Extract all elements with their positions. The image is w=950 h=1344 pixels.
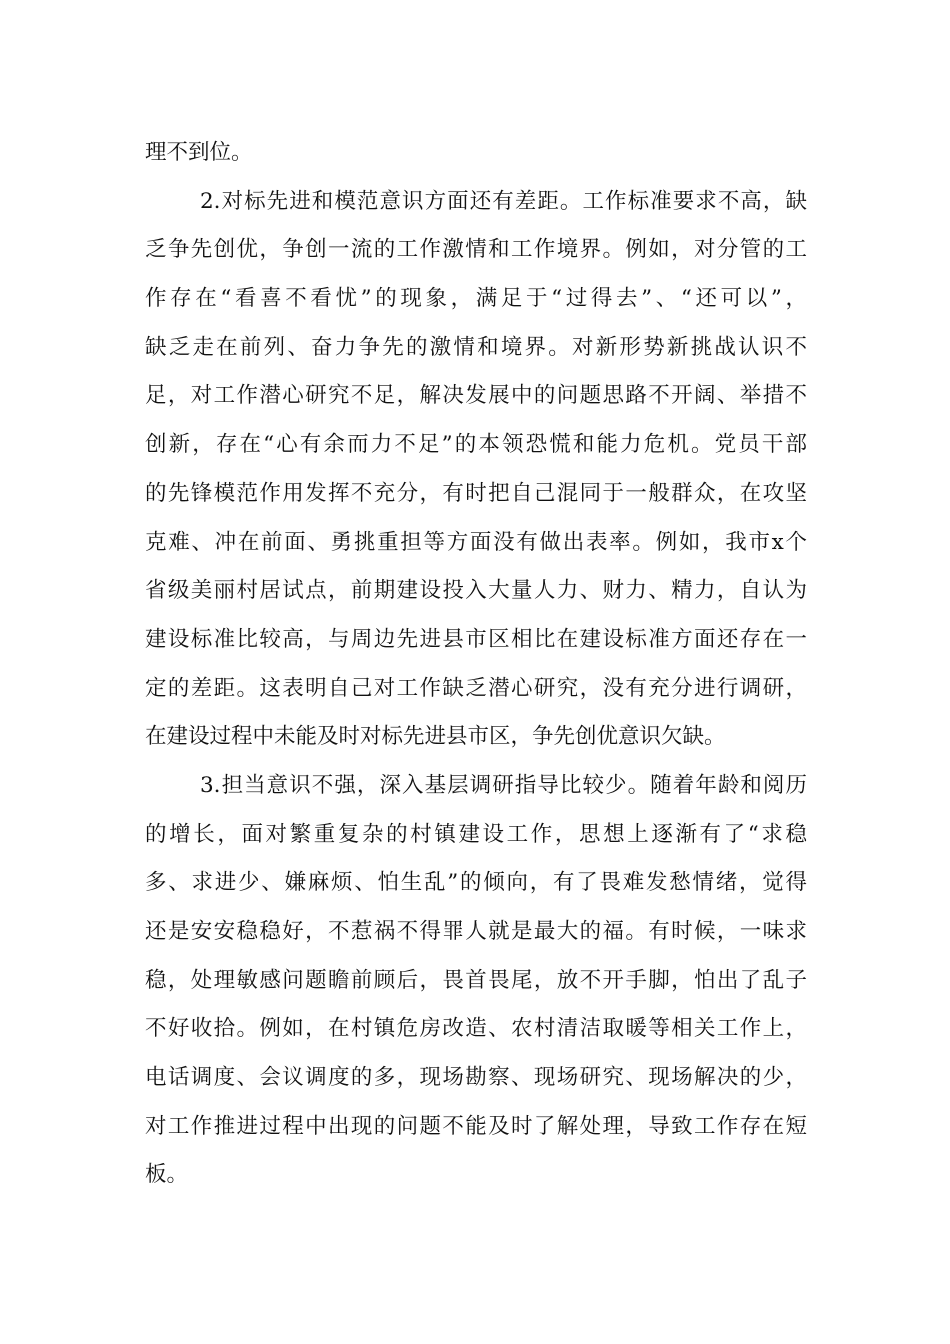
text-line: 3.担当意识不强，深入基层调研指导比较少。随着年龄和阅历 [200, 772, 807, 798]
text-line: 还是安安稳稳好，不惹祸不得罪人就是最大的福。有时候，一味求 [145, 919, 807, 944]
text-line: 稳，处理敏感问题瞻前顾后，畏首畏尾，放不开手脚，怕出了乱子 [145, 967, 807, 993]
text-line: 克难、冲在前面、勇挑重担等方面没有做出表率。例如，我市x个 [145, 529, 807, 555]
text-line: 理不到位。 [145, 140, 253, 165]
text-line: 板。 [145, 1162, 189, 1188]
text-line: 缺乏走在前列、奋力争先的激情和境界。对新形势新挑战认识不 [145, 334, 807, 360]
text-line: 作存在“看喜不看忧”的现象，满足于“过得去”、“还可以”， [145, 286, 807, 312]
text-line: 电话调度、会议调度的多，现场勘察、现场研究、现场解决的少， [145, 1065, 807, 1091]
text-line: 的增长，面对繁重复杂的村镇建设工作，思想上逐渐有了“求稳 [145, 821, 807, 847]
text-line: 建设标准比较高，与周边先进县市区相比在建设标准方面还存在一 [145, 626, 807, 652]
text-line: 定的差距。这表明自己对工作缺乏潜心研究，没有充分进行调研， [145, 675, 807, 701]
text-line: 乏争先创优，争创一流的工作激情和工作境界。例如，对分管的工 [145, 237, 807, 263]
text-line: 创新，存在“心有余而力不足”的本领恐慌和能力危机。党员干部 [145, 432, 807, 458]
text-line: 不好收拾。例如，在村镇危房改造、农村清洁取暖等相关工作上， [145, 1016, 807, 1042]
text-line: 对工作推进过程中出现的问题不能及时了解处理，导致工作存在短 [145, 1113, 807, 1139]
text-line: 在建设过程中未能及时对标先进县市区，争先创优意识欠缺。 [145, 724, 726, 750]
text-line: 的先锋模范作用发挥不充分，有时把自己混同于一般群众，在攻坚 [145, 480, 807, 506]
text-line: 2.对标先进和模范意识方面还有差距。工作标准要求不高，缺 [200, 188, 807, 214]
text-line: 省级美丽村居试点，前期建设投入大量人力、财力、精力，自认为 [145, 578, 807, 604]
text-line: 多、求进少、嫌麻烦、怕生乱”的倾向，有了畏难发愁情绪，觉得 [145, 870, 807, 896]
body-text [145, 129, 807, 1200]
text-line: 足，对工作潜心研究不足，解决发展中的问题思路不开阔、举措不 [145, 383, 807, 409]
